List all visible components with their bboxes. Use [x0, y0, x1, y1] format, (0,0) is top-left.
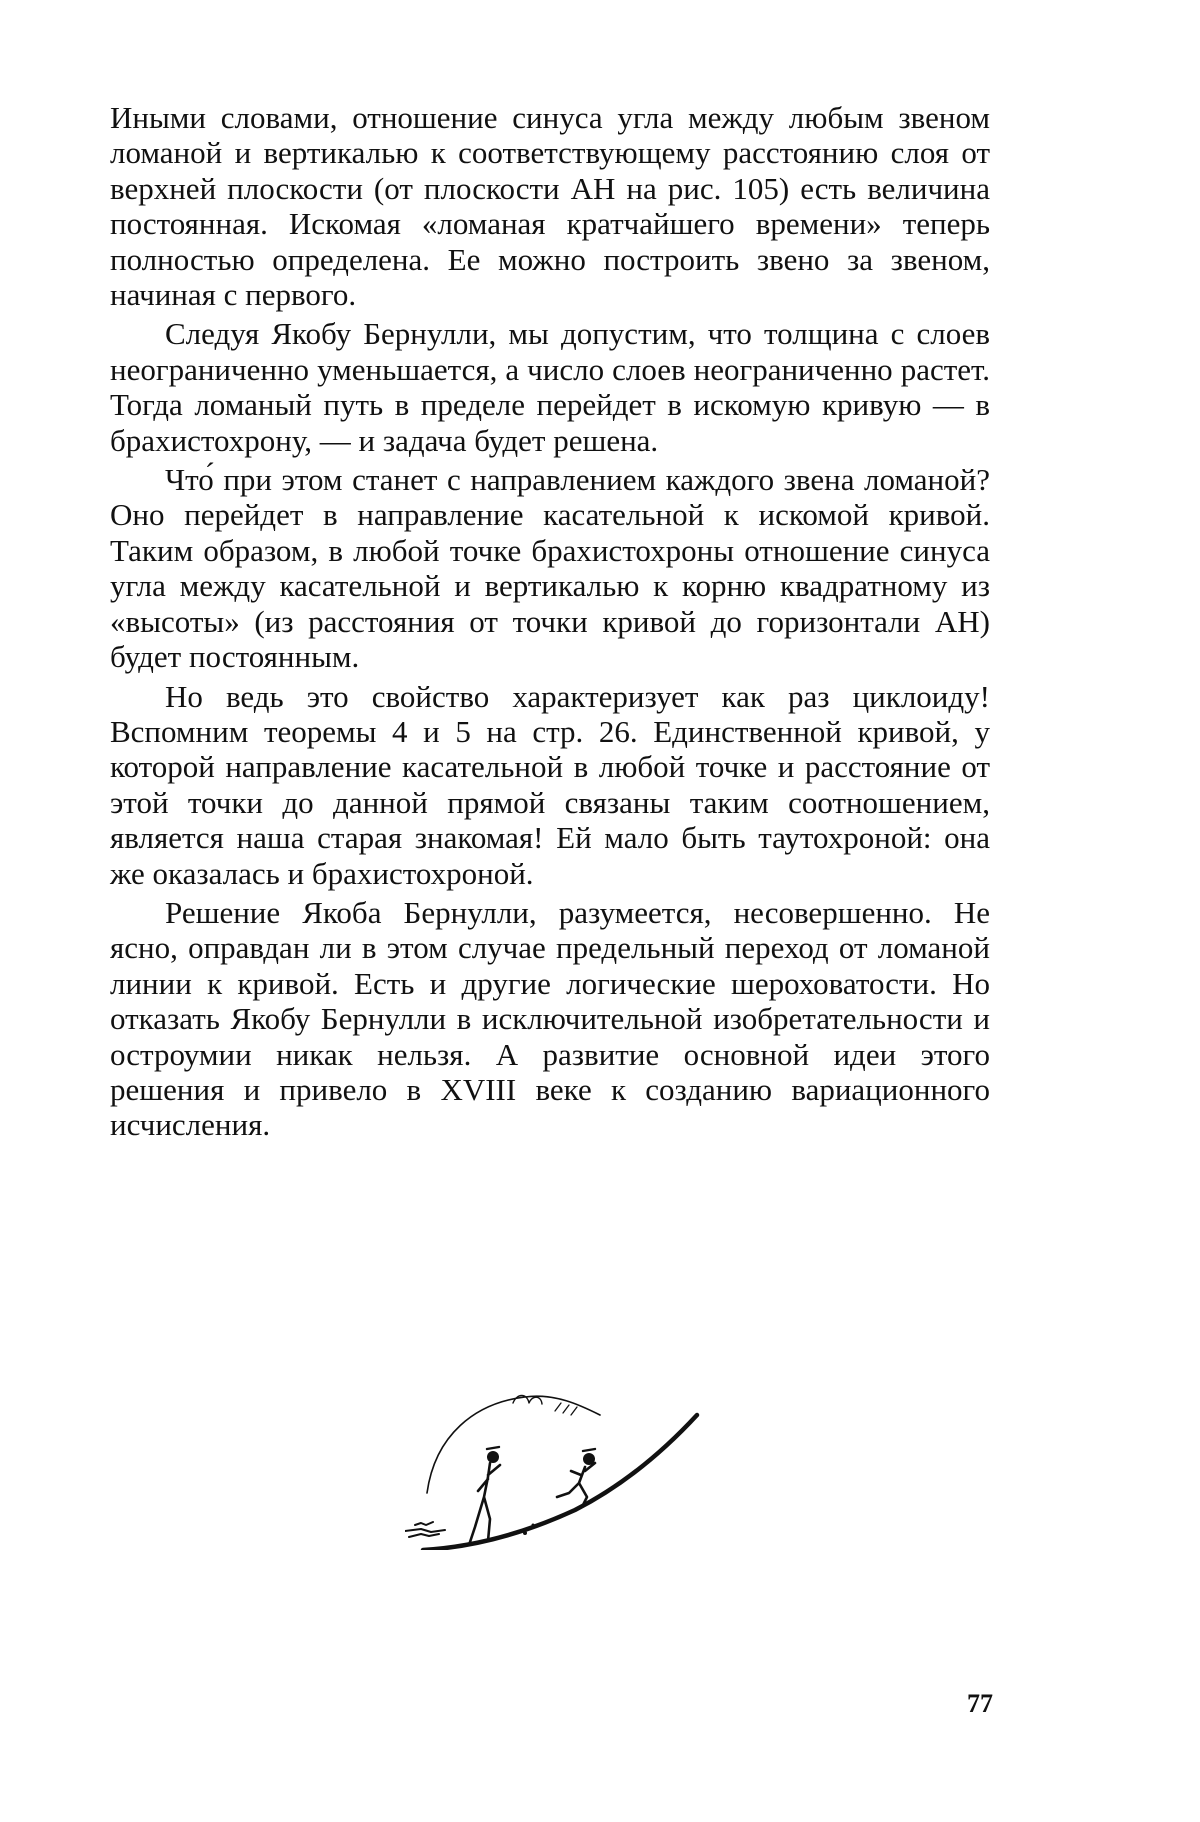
- slope-line: [423, 1415, 697, 1550]
- paragraph-2: Следуя Якобу Бернулли, мы допустим, что толщина с слоев неограниченно уменьшается, а число слоев неограниченно растет. Тогда ломаный путь в пределе перейдет в искомую кривую — в брахистохрону, — и задача будет решена.: [110, 316, 990, 458]
- standing-figure: [469, 1463, 500, 1545]
- wind-lines: [555, 1403, 577, 1415]
- page-number: 77: [967, 1689, 993, 1718]
- sliding-figure: [557, 1463, 595, 1505]
- body-text: [110, 100, 990, 1147]
- ground-scribbles: [405, 1522, 445, 1537]
- paragraph-5: Решение Якоба Бернулли, разумеется, несовершенно. Не ясно, оправдан ли в этом случае предельный переход от ломаной линии к кривой. Есть и другие логические шероховатости. Но отказать Якобу Бернулли в исключительной изобретательности и остроумии никак нельзя. А развитие основной идеи этого решения и привело в XVIII веке к созданию вариационного исчисления.: [110, 894, 990, 1143]
- cycloid-illustration: [405, 1375, 705, 1550]
- paragraph-4: Но ведь это свойство характеризует как раз циклоиду! Вспомним теоремы 4 и 5 на стр. 26. Единственной кривой, у которой направление касательной в любой точке и расстояние от этой точки до данной прямой связаны таким соотношением, является наша старая знакомая! Ей мало быть таутохроной: она же оказалась и брахистохроной.: [110, 678, 990, 891]
- paragraph-1: Иными словами, отношение синуса угла между любым звеном ломаной и вертикалью к соответствующему расстоянию слоя от верхней плоскости (от плоскости АН на рис. 105) есть величина постоянная. Искомая «ломаная кратчайшего времени» теперь полностью определена. Ее можно построить звено за звеном, начиная с первого.: [110, 100, 990, 313]
- paragraph-3: Что́ при этом станет с направлением каждого звена ломаной? Оно перейдет в направление касательной к искомой кривой. Таким образом, в любой точке брахистохроны отношение синуса угла между касательной и вертикалью к корню квадратному из «высоты» (из расстояния от точки кривой до горизонтали АН) будет постоянным.: [110, 462, 990, 675]
